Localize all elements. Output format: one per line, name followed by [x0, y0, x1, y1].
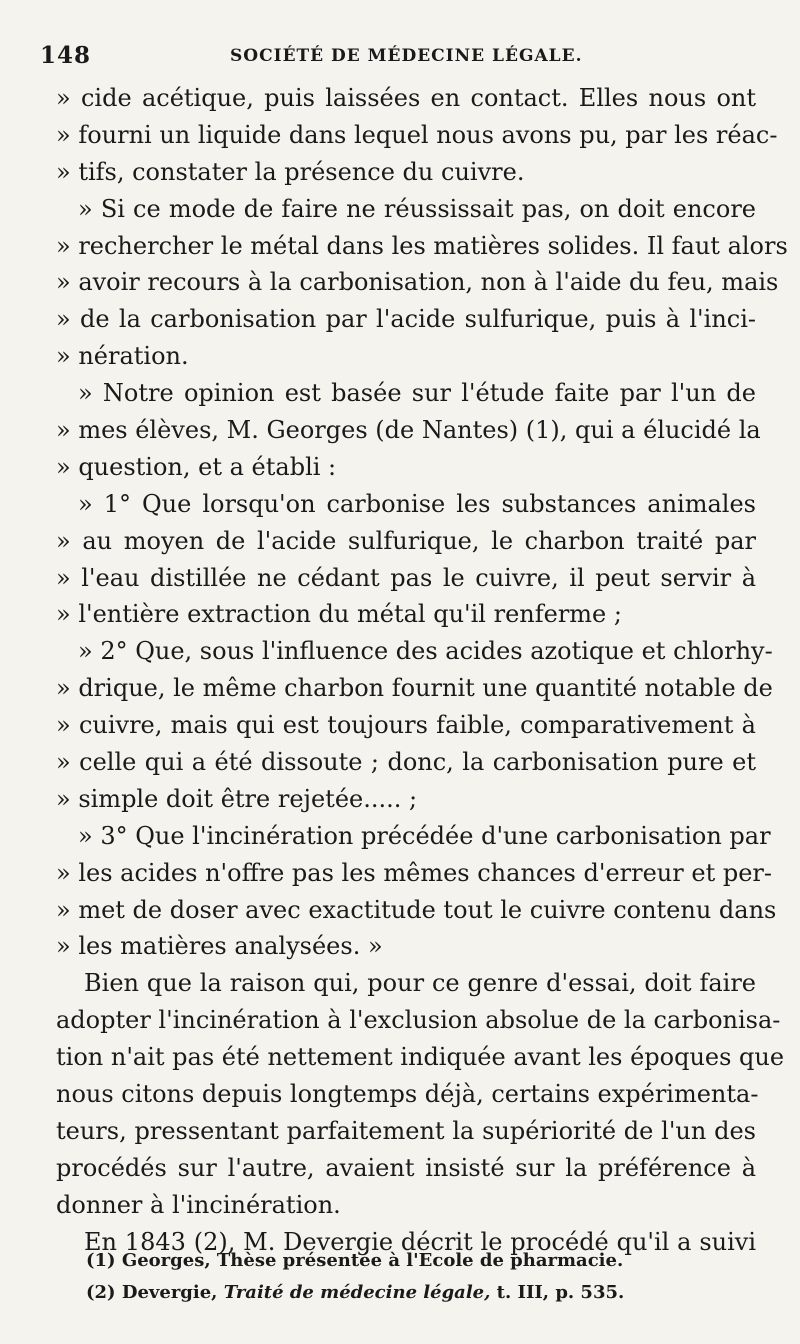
- text-line: » les matières analysées. »: [56, 932, 383, 961]
- text-line: » au moyen de l'acide sulfurique, le charbon traité par: [56, 526, 756, 555]
- text-line: » simple doit être rejetée..... ;: [56, 784, 418, 813]
- text-line: » cide acétique, puis laissées en contact. Elles nous ont: [56, 84, 756, 112]
- text-line: donner à l'incinération.: [56, 1190, 341, 1219]
- text-line: » fourni un liquide dans lequel nous avons pu, par les réac-: [56, 120, 778, 149]
- text-line: » l'eau distillée ne cédant pas le cuivre, il peut servir à: [56, 563, 756, 592]
- footnote: [86, 1277, 766, 1309]
- footnote-author: Devergie,: [121, 1282, 218, 1303]
- text-line: procédés sur l'autre, avaient insisté sur la préférence à: [56, 1153, 756, 1182]
- text-line: » Notre opinion est basée sur l'étude faite par l'un de: [78, 379, 756, 408]
- text-line: adopter l'incinération à l'exclusion absolue de la carbonisa-: [56, 1006, 781, 1035]
- footnote-author: Georges,: [121, 1250, 211, 1271]
- text-line: » met de doser avec exactitude tout le cuivre contenu dans: [56, 895, 777, 924]
- text-line: » 3° Que l'incinération précédée d'une carbonisation par: [78, 821, 771, 850]
- text-line: » de la carbonisation par l'acide sulfurique, puis à l'inci-: [56, 305, 756, 334]
- footnote: [86, 1245, 766, 1277]
- text-line: » drique, le même charbon fournit une quantité notable de: [56, 674, 773, 703]
- text-line: teurs, pressentant parfaitement la supériorité de l'un des: [56, 1116, 756, 1145]
- text-line: En 1843 (2), M. Devergie décrit le procédé qu'il a suivi: [84, 1227, 756, 1256]
- text-line: » 2° Que, sous l'influence des acides azotique et chlorhy-: [78, 637, 773, 666]
- text-line: » mes élèves, M. Georges (de Nantes) (1), qui a élucidé la: [56, 416, 761, 445]
- text-line: » l'entière extraction du métal qu'il renferme ;: [56, 600, 622, 629]
- text-line: » 1° Que lorsqu'on carbonise les substances animales: [78, 489, 756, 518]
- text-line: Bien que la raison qui, pour ce genre d'essai, doit faire: [84, 969, 756, 998]
- text-line: nous citons depuis longtemps déjà, certains expérimenta-: [56, 1080, 759, 1109]
- text-line: » nération.: [56, 342, 189, 371]
- text-line: » Si ce mode de faire ne réussissait pas, on doit encore: [78, 194, 756, 223]
- body-text: [56, 80, 788, 1261]
- footnotes: [86, 1245, 766, 1309]
- running-header-title: SOCIÉTÉ DE MÉDECINE LÉGALE.: [230, 46, 583, 66]
- text-line: » les acides n'offre pas les mêmes chances d'erreur et per-: [56, 858, 772, 887]
- text-line: » avoir recours à la carbonisation, non à l'aide du feu, mais: [56, 268, 779, 297]
- footnote-text: t. III, p. 535.: [496, 1282, 625, 1303]
- text-line: » rechercher le métal dans les matières solides. Il faut alors: [56, 231, 788, 260]
- text-line: » cuivre, mais qui est toujours faible, comparativement à: [56, 711, 756, 740]
- footnote-text: Thèse présentée à l'Ecole de pharmacie.: [216, 1250, 624, 1271]
- text-line: » tifs, constater la présence du cuivre.: [56, 157, 525, 186]
- footnote-title: Traité de médecine légale,: [223, 1282, 491, 1303]
- footnote-mark: (2): [86, 1282, 116, 1303]
- running-header: [40, 42, 756, 76]
- text-line: » question, et a établi :: [56, 452, 337, 481]
- text-line: » celle qui a été dissoute ; donc, la carbonisation pure et: [56, 748, 756, 777]
- footnote-mark: (1): [86, 1250, 116, 1271]
- page-number: 148: [40, 42, 92, 69]
- text-line: tion n'ait pas été nettement indiquée avant les époques que: [56, 1043, 785, 1072]
